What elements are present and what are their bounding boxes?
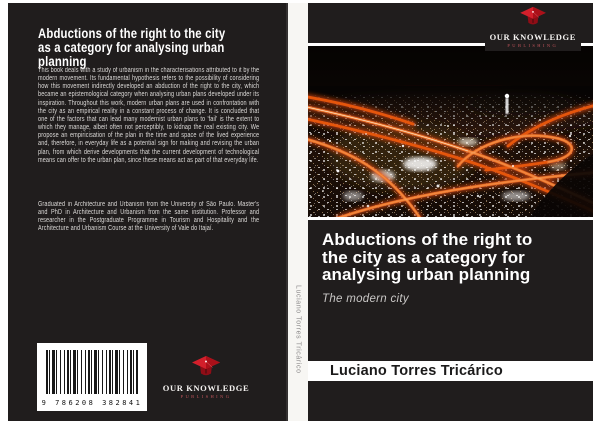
publisher-tagline: PUBLISHING: [180, 394, 232, 399]
back-title-line: planning: [38, 53, 87, 69]
front-title-line: the city as a category for: [322, 247, 525, 267]
front-cover-author: Luciano Torres Tricárico: [330, 363, 503, 379]
front-title-line: Abductions of the right to: [322, 230, 533, 249]
night-city-illustration: [308, 46, 593, 217]
publisher-logo: [156, 355, 256, 399]
barcode-bars: [46, 350, 138, 394]
front-title-line: analysing urban planning: [322, 265, 531, 284]
publisher-tagline: PUBLISHING: [507, 43, 559, 48]
cover-photo: [308, 46, 593, 217]
back-cover-title: [38, 27, 263, 69]
front-header-band: [308, 3, 593, 48]
publisher-name: OUR KNOWLEDGE: [489, 32, 576, 42]
graduation-cap-icon: [191, 355, 221, 378]
graduation-cap-icon: [519, 6, 547, 27]
front-cover-title: [322, 231, 579, 284]
spine-author: Luciano Torres Tricárico: [294, 285, 302, 374]
barcode-digits: 9 786208 382841: [41, 399, 143, 407]
front-cover: [308, 3, 593, 421]
back-title-line: Abductions of the right to the city: [38, 26, 226, 41]
spine: [286, 3, 308, 421]
front-bottom-band: [308, 381, 593, 421]
publisher-logo: [485, 6, 581, 51]
book-description: This book deals with a study of urbanism in the characterisations attributed to it by the modern movement. Its fundamental hypothesis refers to the possibility of considering how this movement indirectly developed an abduction of the right to the city, which became an epistemological category when analysing urban plans developed under its inspiration. Throughout this work, modern urban plans are used in confrontation with the city as an empirical reality in a constant process of change. It is concluded that one of the factors that can lead many modernist urban plans to 'fail' is the extent to which they manage, albeit often not perceptibly, to kidnap the real existing city. We propose an empiricisation of the plan in the time and space of the lived experience and, therefore, in everyday life as a potential sign for making and revising the urban plan, from which derive developments that the current development of technological means can offer to the urban plan, since these means act as part of that everyday life.: [38, 67, 260, 164]
front-cover-subtitle: The modern city: [322, 292, 409, 305]
back-title-line: as a category for analysing urban: [38, 39, 225, 55]
front-title-panel: [308, 220, 593, 361]
publisher-name: OUR KNOWLEDGE: [162, 383, 250, 393]
author-strip: [308, 361, 593, 381]
back-cover: [8, 3, 286, 421]
barcode: [37, 343, 147, 411]
author-bio: Graduated in Architecture and Urbanism from the University of São Paulo. Master's and PhD in Architecture and Urbanism from the same institution. Professor and researcher in the Postgraduate Programme in Tourism and Hospitality and the Architecture and Urbanism Course at the University of Vale do Itajaí.: [38, 201, 260, 233]
